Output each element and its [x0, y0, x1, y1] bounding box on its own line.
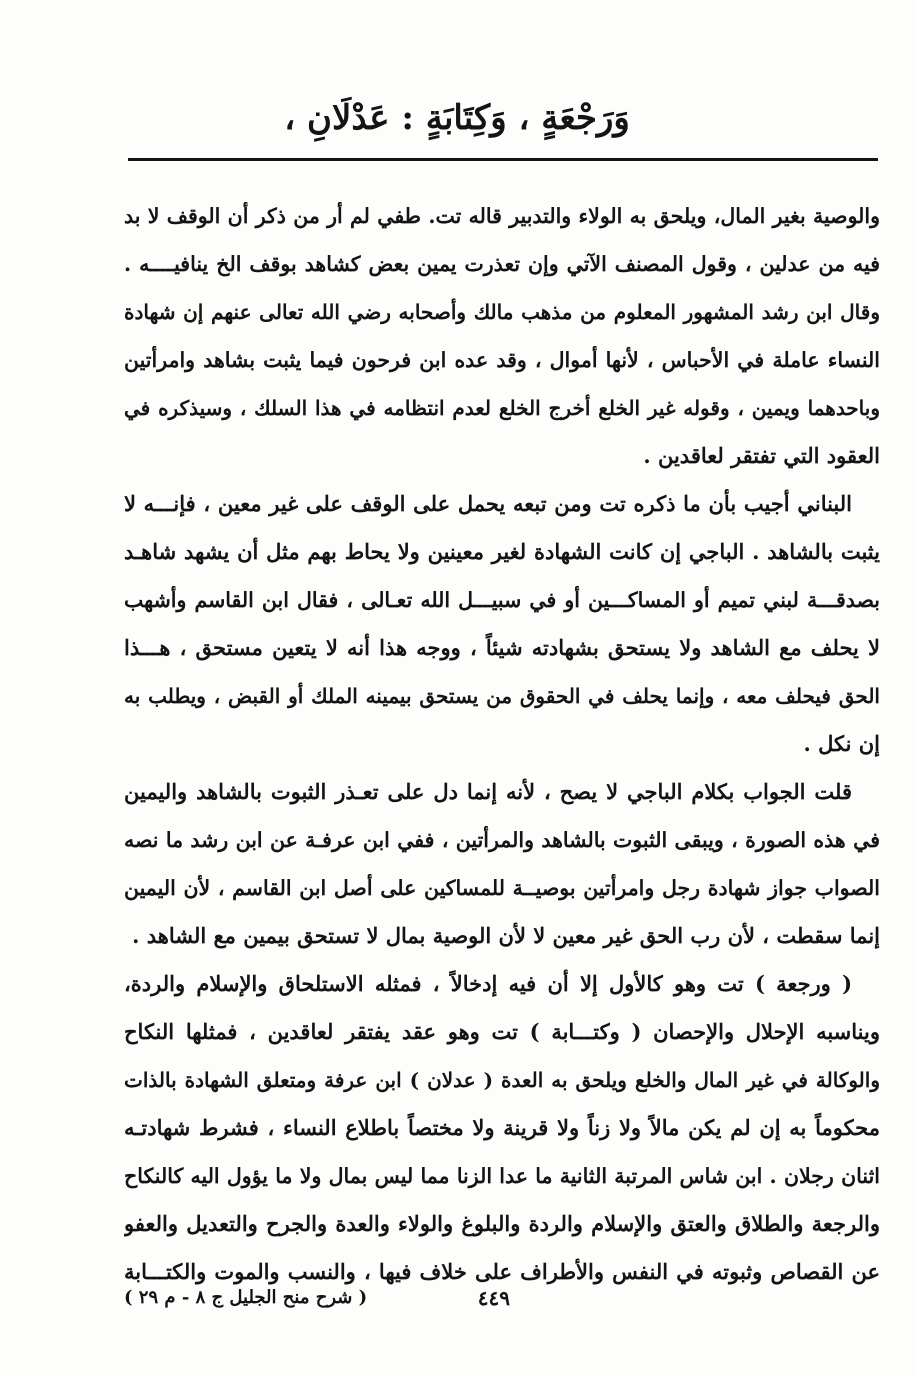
text-line: إنما سقطت ، لأن رب الحق غير معين لا لأن الوصية بمال لا تستحق بيمين مع الشاهد . — [132, 923, 880, 948]
text-line: والوصية بغير المال، ويلحق به الولاء والتدبير قاله تت. طفي لم أر من ذكر أن الوقف لا بد — [124, 204, 880, 228]
text-line: يثبت بالشاهد . الباجي إن كانت الشهادة لغير معينين ولا يحاط بهم مثل أن يشهد شاهـد — [124, 539, 880, 564]
text-line: الصواب جواز شهادة رجل وامرأتين بوصيــة للمساكين على أصل ابن القاسم ، لأن اليمين — [124, 876, 880, 900]
text-line: قلت الجواب بكلام الباجي لا يصح ، لأنه إنما دل على تعـذر الثبوت بالشاهد واليمين — [124, 779, 852, 804]
text-line: والوكالة في غير المال والخلع ويلحق به العدة ( عدلان ) ابن عرفة ومتعلق الشهادة بالذات — [124, 1068, 880, 1092]
text-line: فيه من عدلين ، وقول المصنف الآتي وإن تعذرت يمين بعض كشاهد بوقف الخ ينافيــــه . — [124, 252, 880, 276]
text-line: ويناسبه الإحلال والإحصان ( وكتـــابة ) تت وهو عقد يفتقر لعاقدين ، فمثلها النكاح — [124, 1019, 880, 1044]
body-text — [124, 192, 880, 1296]
text-line: البناني أجيب بأن ما ذكره تت ومن تبعه يحمل على الوقف على غير معين ، فإنـــه لا — [124, 491, 852, 516]
text-line: وقال ابن رشد المشهور المعلوم من مذهب مالك وأصحابه رضي الله تعالى عنهم إن شهادة — [124, 300, 880, 324]
page-title: وَرَجْعَةٍ ، وَكِتَابَةٍ : عَدْلَانِ ، — [284, 98, 630, 138]
header-divider — [128, 158, 878, 161]
text-line: والرجعة والطلاق والعتق والإسلام والردة والبلوغ والولاء والعدة والجرح والتعديل والعفو — [124, 1211, 880, 1236]
text-line: وباحدهما ويمين ، وقوله غير الخلع أخرج الخلع لعدم انتظامه في هذا السلك ، وسيذكره في — [124, 396, 880, 420]
text-line: لا يحلف مع الشاهد ولا يستحق بشهادته شيئاً ، ووجه هذا أنه لا يتعين مستحق ، هـــذا — [124, 635, 880, 660]
text-line: إن نكل . — [803, 731, 880, 756]
page-number: ٤٤٩ — [477, 1286, 510, 1310]
text-line: العقود التي تفتقر لعاقدين . — [643, 443, 880, 468]
text-line: عن القصاص وثبوته في النفس والأطراف على خلاف فيها ، والنسب والموت والكتـــابة — [124, 1259, 880, 1284]
text-line: اثنان رجلان . ابن شاس المرتبة الثانية ما عدا الزنا مما ليس بمال ولا ما يؤول اليه كالنكاح — [124, 1164, 880, 1188]
page-footer — [124, 1278, 880, 1318]
text-line: ( ورجعة ) تت وهو كالأول إلا أن فيه إدخالاً ، فمثله الاستلحاق والإسلام والردة، — [124, 971, 852, 996]
text-line: في هذه الصورة ، ويبقى الثبوت بالشاهد والمرأتين ، ففي ابن عرفـة عن ابن رشد ما نصه — [124, 828, 880, 852]
text-line: الحق فيحلف معه ، وإنما يحلف في الحقوق من يستحق بيمينه الملك أو القبض ، ويطلب به — [124, 684, 880, 708]
book-signature: ( شرح منح الجليل ج ٨ - م ٢٩ ) — [124, 1287, 368, 1308]
text-line: محكوماً به إن لم يكن مالاً ولا زناً ولا قرينة ولا مختصاً باطلاع النساء ، فشرط شهادتـه — [124, 1115, 880, 1140]
text-line: بصدقـــة لبني تميم أو المساكـــين أو في سبيـــل الله تعـالى ، فقال ابن القاسم وأشهب — [124, 588, 880, 612]
text-line: النساء عاملة في الأحباس ، لأنها أموال ، وقد عده ابن فرحون فيما يثبت بشاهد وامرأتين — [124, 348, 880, 372]
